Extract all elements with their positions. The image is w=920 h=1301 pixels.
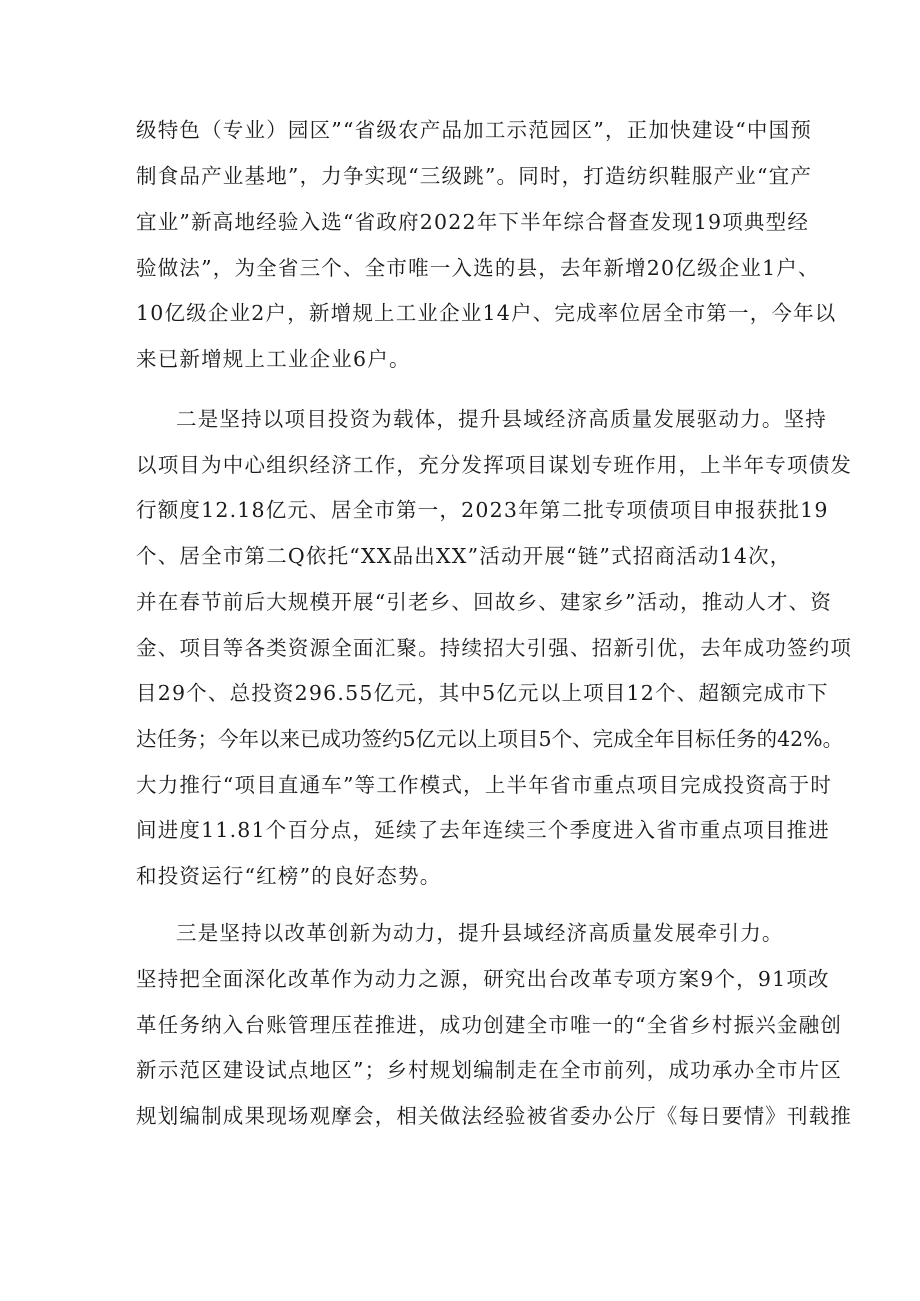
text-line: 金、项目等各类资源全面汇聚。持续招大引强、招新引优，去年成功签约项: [136, 636, 853, 660]
text-line: 行额度12.18亿元、居全市第一，2023年第二批专项债项目申报获批19: [136, 498, 829, 522]
text-line: 间进度11.81个百分点，延续了去年连续三个季度进入省市重点项目推进: [136, 818, 830, 842]
text-line: 来已新增规上工业企业6户。: [136, 347, 411, 371]
text-line: 革任务纳入台账管理压茬推进，成功创建全市唯一的“全省乡村振兴金融创: [136, 1013, 843, 1037]
text-line: 并在春节前后大规模开展“引老乡、回故乡、建家乡”活动，推动人才、资: [136, 590, 833, 614]
text-line: 级特色（专业）园区”“省级农产品加工示范园区”，正加快建设“中国预: [136, 118, 813, 142]
paragraph-heading: 三是坚持以改革创新为动力，提升县域经济高质量发展牵引力。: [176, 921, 784, 945]
text-line: 个、居全市第二Q依托“XX品出XX”活动开展“链”式招商活动14次，: [136, 544, 792, 568]
text-line: 规划编制成果现场观摩会，相关做法经验被省委办公厅《每日要情》刊载推: [136, 1104, 853, 1128]
text-line: 和投资运行“红榜”的良好态势。: [136, 864, 442, 888]
text-line: 10亿级企业2户，新增规上工业企业14户、完成率位居全市第一，今年以: [136, 301, 837, 325]
text-line: 坚持把全面深化改革作为动力之源，研究出台改革专项方案9个，91项改: [136, 967, 830, 991]
paragraph-heading: 二是坚持以项目投资为载体，提升县域经济高质量发展驱动力。坚持: [176, 407, 827, 431]
text-line: 目29个、总投资296.55亿元，其中5亿元以上项目12个、超额完成市下: [136, 681, 829, 705]
text-line: 以项目为中心组织经济工作，充分发挥项目谋划专班作用，上半年专项债发: [136, 453, 853, 477]
text-line: 达任务；今年以来已成功签约5亿元以上项目5个、完成全年目标任务的42%。: [136, 727, 844, 751]
text-line: 验做法”，为全省三个、全市唯一入选的县，去年新增20亿级企业1户、: [136, 256, 820, 280]
text-line: 大力推行“项目直通车”等工作模式，上半年省市重点项目完成投资高于时: [136, 773, 833, 797]
text-line: 宜业”新高地经验入选“省政府2022年下半年综合督查发现19项典型经: [136, 210, 810, 234]
text-line: 制食品产业基地”，力争实现“三级跳”。同时，打造纺织鞋服产业“宜产: [136, 164, 813, 188]
text-line: 新示范区建设试点地区”；乡村规划编制走在全市前列，成功承办全市片区: [136, 1058, 843, 1082]
